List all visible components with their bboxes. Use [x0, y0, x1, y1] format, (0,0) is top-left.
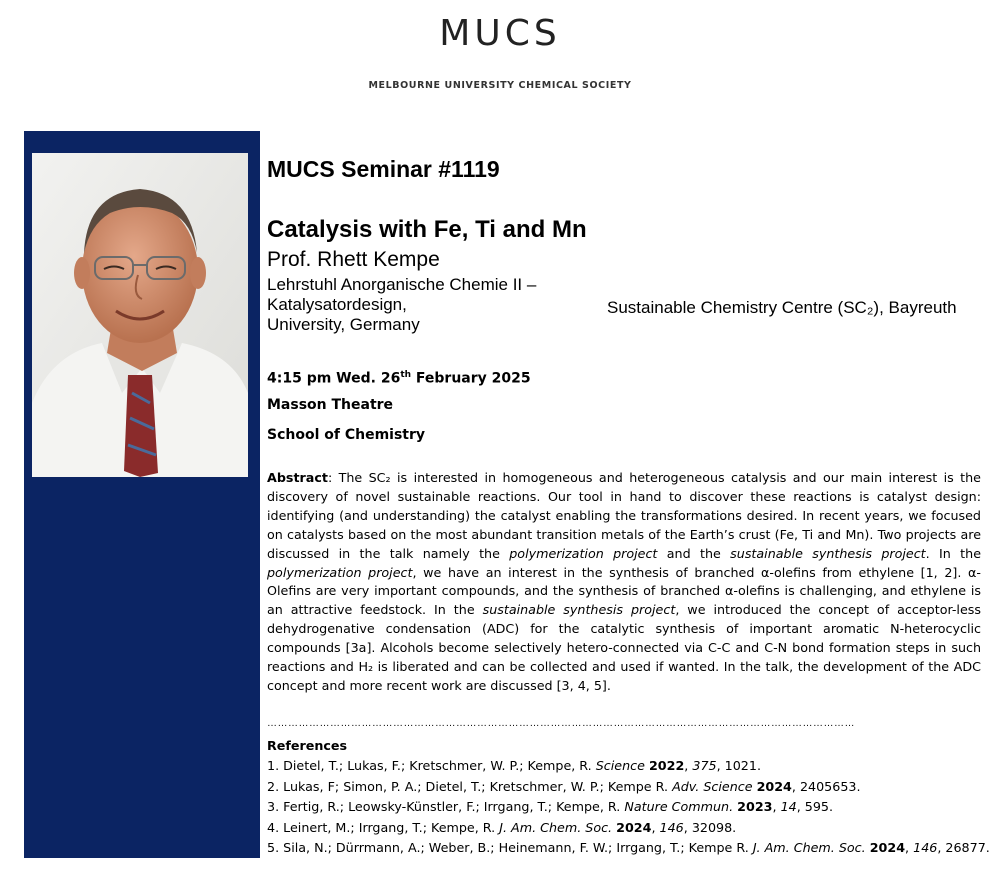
affiliation-line-2: Katalysatordesign, — [267, 295, 407, 314]
event-venue: Masson Theatre — [267, 397, 394, 413]
society-name: MELBOURNE UNIVERSITY CHEMICAL SOCIETY — [368, 80, 632, 91]
abstract-emphasis: polymerization project — [509, 545, 658, 561]
abstract-part: , we have an interest in the synthesis of branched α-olefins from ethylene [1, 2]. α-Olefins are very important compounds, and the synthesis of branched α-olefins is challenging, and ethylene is an attractive feedstock. In the — [267, 564, 981, 618]
reference-item: 1. Dietel, T.; Lukas, F.; Kretschmer, W. P.; Kempe, R. Science 2022, 375, 1021. — [267, 758, 761, 773]
seminar-number: MUCS Seminar #1119 — [267, 156, 500, 182]
seminar-title: Catalysis with Fe, Ti and Mn — [267, 216, 587, 243]
reference-item: 3. Fertig, R.; Leowsky-Künstler, F.; Irrgang, T.; Kempe, R. Nature Commun. 2023, 14, 595. — [267, 799, 834, 814]
abstract-emphasis: sustainable synthesis project — [730, 545, 926, 561]
abstract-part: , we introduced the concept of acceptor-less dehydrogenative condensation (ADC) for the catalytic synthesis of important aromatic N-heterocyclic compounds [3a]. Alcohols become selectively hetero-connected via C-C and C-N bond formation steps in such reactions and H₂ is liberated and can be collected and used if wanted. In the talk, the development of the ADC concept and more recent work are discussed [3, 4, 5]. — [267, 602, 981, 693]
separator-dots: …………………………………………………………………………………………………………………………………………………… — [267, 718, 855, 729]
society-logo — [0, 14, 1000, 54]
affiliation-line-1: Lehrstuhl Anorganische Chemie II – — [267, 275, 537, 294]
affiliation-centre: Sustainable Chemistry Centre (SC₂), Bayreuth — [607, 298, 957, 317]
references-heading: References — [267, 738, 348, 753]
affiliation-line-3: University, Germany — [267, 315, 420, 334]
logo-wordmark: MUCS — [439, 13, 561, 54]
speaker-photo — [32, 153, 248, 477]
event-time: 4:15 pm Wed. 26 — [267, 370, 401, 387]
abstract-emphasis: polymerization project — [267, 564, 413, 580]
event-datetime — [267, 366, 531, 388]
abstract-part: : The SC₂ is interested in homogeneous and heterogeneous catalysis and our main interest is the discovery of novel sustainable reactions. Our tool in hand to discover these reactions is catalyst design: identifying (and understanding) the catalyst enabling the transformations desired. In recent years, we focused on catalysts based on the most abundant transition metals of the Earth’s crust (Fe, Ti and Mn). Two projects are discussed in the talk namely the — [267, 470, 981, 561]
event-month-year: February 2025 — [411, 370, 531, 387]
speaker-portrait-image — [32, 153, 248, 477]
abstract-emphasis: sustainable synthesis project — [482, 602, 676, 618]
references-list — [267, 756, 997, 859]
abstract-part: . In the — [925, 545, 981, 561]
abstract-text — [267, 469, 981, 696]
speaker-affiliation — [267, 275, 536, 335]
reference-item: 5. Sila, N.; Dürrmann, A.; Weber, B.; Heinemann, F. W.; Irrgang, T.; Kempe R. J. Am. Chem. Soc. 2024, 146, 26877. — [267, 840, 990, 855]
event-school: School of Chemistry — [267, 427, 426, 443]
speaker-name: Prof. Rhett Kempe — [267, 248, 440, 271]
abstract-part: and the — [657, 545, 731, 561]
event-day-suffix: th — [400, 370, 412, 380]
abstract-label: Abstract — [267, 470, 328, 485]
reference-item: 2. Lukas, F; Simon, P. A.; Dietel, T.; Kretschmer, W. P.; Kempe R. Adv. Science 2024, 2405653. — [267, 778, 861, 794]
reference-item: 4. Leinert, M.; Irrgang, T.; Kempe, R. J. Am. Chem. Soc. 2024, 146, 32098. — [267, 819, 737, 835]
